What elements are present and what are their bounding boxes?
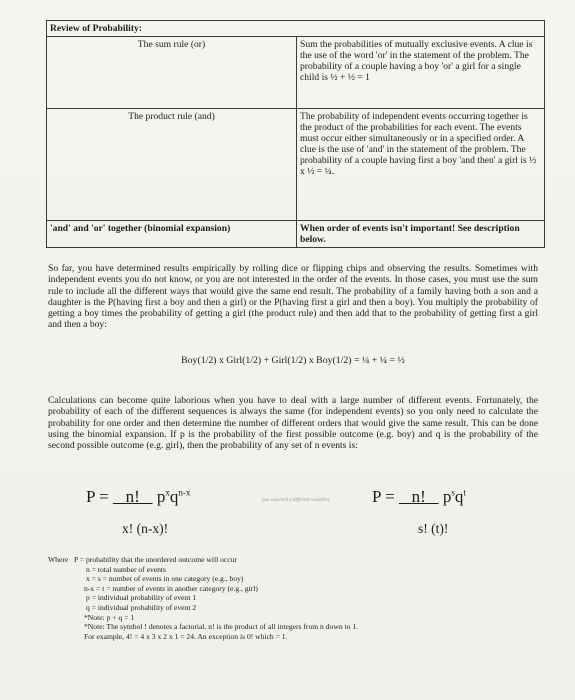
factorial-example: For example, 4! = 4 x 3 x 2 x 1 = 24. An exception is 0! which = 1. [84,631,288,641]
binomial-rule-description: When order of events isn't important! See description below. [297,221,545,248]
formula-left-p-exp: x [165,487,170,498]
formula-left-numerator: n! [125,487,140,506]
definitions-intro: Where [48,555,69,564]
definition-item: q = individual probability of event 2 [86,602,197,612]
binomial-formula-right [372,487,466,507]
table-title: Review of Probability: [47,21,545,37]
formula-left-denominator: x! (n-x)! [122,521,169,536]
product-rule-name: The product rule (and) [47,109,297,221]
definition-item: p = individual probability of event 1 [86,593,197,603]
formula-right-p-exp: s [451,487,455,498]
formula-left-p: p [156,487,166,506]
formula-left-lhs: P = [86,487,109,506]
formula-left-q-exp: n-x [178,487,191,498]
definition-item: P = probability that the unordered outcome will occur [73,555,237,564]
factorial-note: *Note: The symbol ! denotes a factorial. n! is the product of all integers from n down to 1. [84,622,359,632]
binomial-formula-left [86,487,190,507]
formula-right-q-exp: t [463,487,466,498]
probability-review-table [46,20,545,248]
definition-row [48,555,538,565]
definition-item: n-x = t = number of events in another category (e.g., girl) [84,583,258,593]
binomial-paragraph: Calculations can become quite laborious when you have to deal with a large number of different events. Fortunately, the probability of each of the different sequences is always the same (for independent events) so you only need to calculate the probability for one order and then determine the number of different orders that would give the same result. This can be done using the binomial expansion. If p is the probability of the first possible outcome (e.g. boy) and q is the probability of the second possible outcome (e.g. girl), then the probability of any set of n events is: [48,395,538,452]
definition-item: n = total number of events [86,564,166,574]
sum-rule-name: The sum rule (or) [47,37,297,109]
formula-right-lhs: P = [372,487,395,506]
intro-paragraph: So far, you have determined results empirically by rolling dice or flipping chips and observing the results. Sometimes with independent events you do not know, or you are not interested in the order of the events. In those cases, you must use the sum rule to include all the different ways that would give the same end result. The probability of a family having both a son and a daughter is the P(having first a boy and then a girl) or the P(having first a girl and then a boy). You multiply the probability of getting a boy times the probability of getting a girl (the product rule) and then add that to the probability of getting first a girl and then a boy: [48,263,538,331]
boy-girl-equation: Boy(1/2) x Girl(1/2) + Girl(1/2) x Boy(1/2) = ¼ + ¼ = ½ [181,355,405,366]
formula-right-q: q [454,487,464,506]
definition-item: *Note: p + q = 1 [84,612,135,622]
formula-right-numerator: n! [411,487,426,506]
product-rule-description: The probability of independent events occurring together is the product of the probabilities for each event. The events must occur either simultaneously or in a specified order. A clue is the use of 'and' in the statement of the problem. The probability of a couple having first a boy 'and then' a girl is ½ x ½ = ¼. [297,109,545,221]
variable-definitions [48,555,538,641]
handwritten-note: just switched a different variables [262,498,330,503]
formula-left-q: q [169,487,179,506]
sum-rule-description: Sum the probabilities of mutually exclusive events. A clue is the use of the word 'or' in the statement of the problem. The probability of a couple having a boy 'or' a girl for a single child is ½ + ½ = 1 [297,37,545,109]
binomial-rule-name: 'and' and 'or' together (binomial expansion) [47,221,297,248]
formula-right-p: p [442,487,452,506]
formula-right-denominator: s! (t)! [418,521,449,536]
definition-item: x = s = number of events in one category (e.g., boy) [86,574,244,584]
